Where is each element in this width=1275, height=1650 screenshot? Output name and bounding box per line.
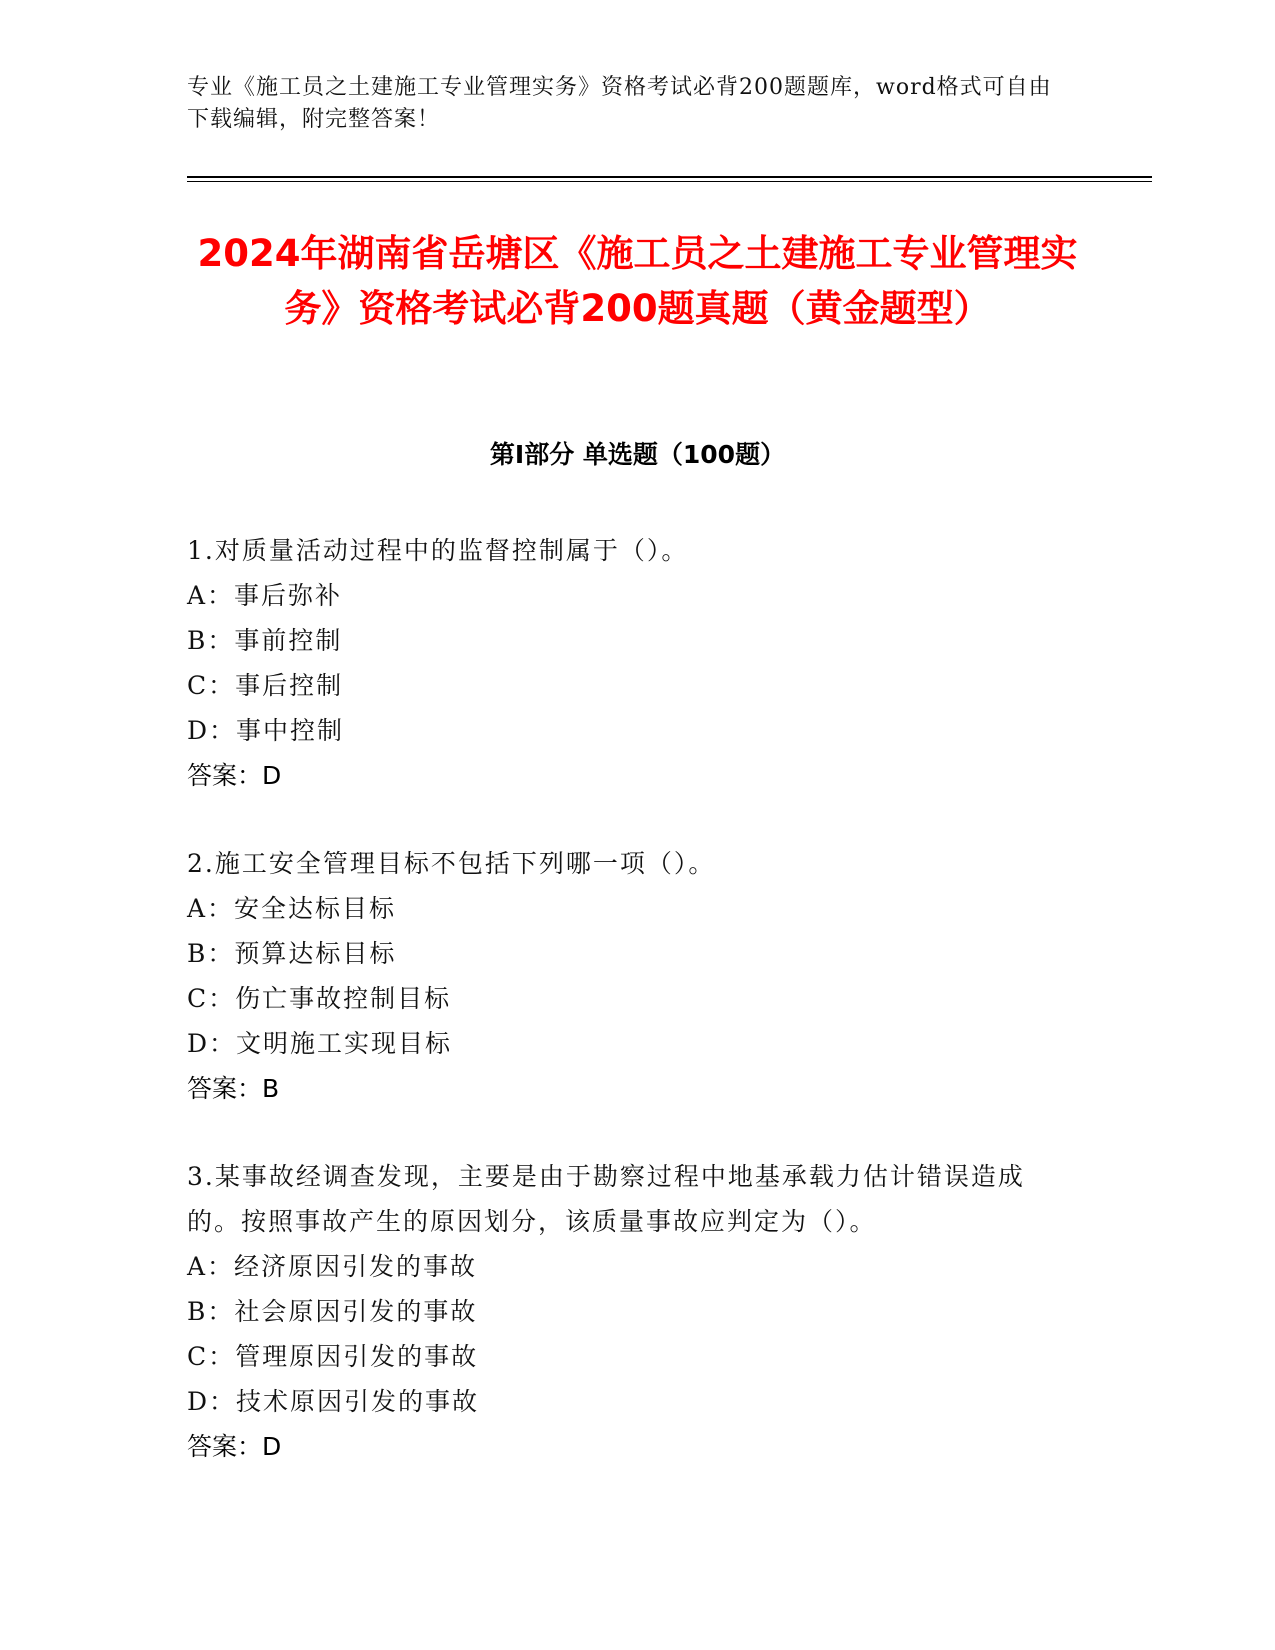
option-b: B：事前控制 bbox=[187, 626, 343, 655]
option-b: B：社会原因引发的事故 bbox=[187, 1297, 478, 1326]
answer-line: 答案：B bbox=[187, 1074, 280, 1103]
option-c: C：事后控制 bbox=[187, 671, 344, 700]
option-a: A：安全达标目标 bbox=[187, 894, 397, 923]
question-item bbox=[187, 1154, 1067, 1469]
option-a: A：经济原因引发的事故 bbox=[187, 1252, 478, 1281]
option-d: D：事中控制 bbox=[187, 716, 345, 745]
section-heading: 第Ⅰ部分 单选题（100题） bbox=[489, 440, 786, 469]
question-item bbox=[187, 528, 1067, 798]
option-a: A：事后弥补 bbox=[187, 581, 343, 610]
header-note: 专业《施工员之土建施工专业管理实务》资格考试必背200题题库，word格式可自由下载编辑，附完整答案！ bbox=[187, 75, 1052, 132]
option-d: D：技术原因引发的事故 bbox=[187, 1387, 480, 1416]
question-list bbox=[187, 528, 1067, 1512]
document-title: 2024年湖南省岳塘区《施工员之土建施工专业管理实务》资格考试必背200题真题（黄金题型） bbox=[197, 232, 1078, 330]
option-b: B：预算达标目标 bbox=[187, 939, 397, 968]
answer-line: 答案：D bbox=[187, 1432, 282, 1461]
option-c: C：管理原因引发的事故 bbox=[187, 1342, 479, 1371]
question-stem: 1.对质量活动过程中的监督控制属于（）。 bbox=[187, 536, 689, 565]
question-item bbox=[187, 841, 1067, 1111]
option-d: D：文明施工实现目标 bbox=[187, 1029, 453, 1058]
header-rule bbox=[187, 176, 1152, 178]
question-stem: 3.某事故经调查发现，主要是由于勘察过程中地基承载力估计错误造成的。按照事故产生的原因划分，该质量事故应判定为（）。 bbox=[187, 1162, 1025, 1236]
header-rule-thin bbox=[187, 181, 1152, 182]
option-c: C：伤亡事故控制目标 bbox=[187, 984, 452, 1013]
answer-line: 答案：D bbox=[187, 761, 282, 790]
question-stem: 2.施工安全管理目标不包括下列哪一项（）。 bbox=[187, 849, 716, 878]
